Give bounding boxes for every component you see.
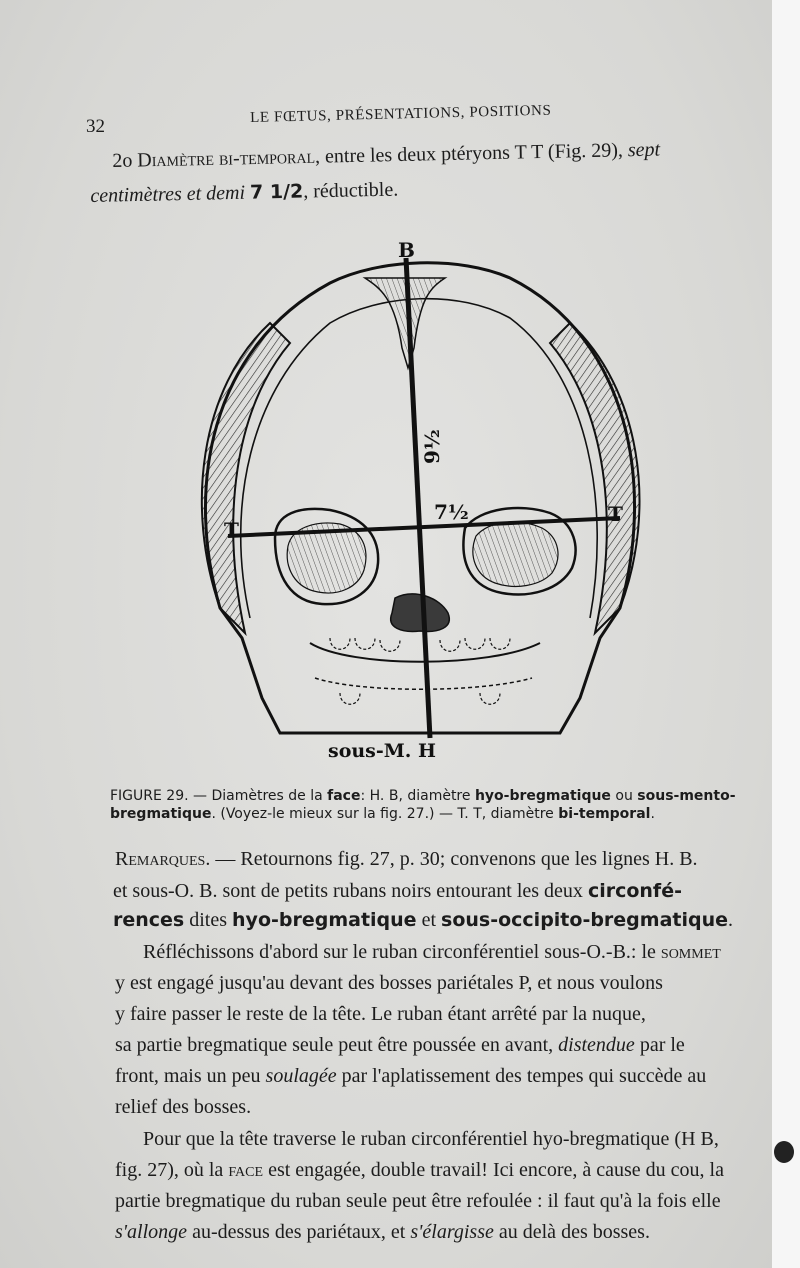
intro-line-2: centimètres et demi 7 1/2, réductible.	[90, 178, 399, 207]
label-7-half: 7½	[434, 500, 469, 524]
running-head: LE FŒTUS, PRÉSENTATIONS, POSITIONS	[250, 102, 552, 126]
page-number: 32	[86, 116, 105, 137]
body-line-7: sa partie bregmatique seule peut être poussée en avant, distendue par le	[115, 1034, 685, 1056]
page-edge	[772, 0, 800, 1268]
caption-line-1: FIGURE 29. — Diamètres de la face: H. B, diamètre hyo-bregmatique ou sous-mento-	[110, 788, 736, 804]
body-line-9: relief des bosses.	[115, 1096, 252, 1118]
caption-line-2: bregmatique. (Voyez-le mieux sur la fig. 27.) — T. T, diamètre bi-temporal.	[110, 806, 655, 822]
body-line-2: et sous-O. B. sont de petits rubans noirs entourant les deux circonfé-	[113, 880, 682, 902]
label-sous-m-h: sous-M. H	[328, 740, 436, 762]
label-t-left: T	[224, 518, 239, 542]
label-b: B	[398, 238, 415, 262]
body-line-5: y est engagé jusqu'au devant des bosses pariétales P, et nous voulons	[115, 972, 663, 994]
body-line-11: fig. 27), où la face est engagée, double travail! Ici encore, à cause du cou, la	[115, 1159, 724, 1181]
figure-caption	[110, 787, 736, 823]
body-line-10: Pour que la tête traverse le ruban circonférentiel hyo-bregmatique (H B,	[143, 1128, 719, 1150]
body-line-4: Réfléchissons d'abord sur le ruban circonférentiel sous-O.-B.: le sommet	[143, 941, 721, 963]
body-line-8: front, mais un peu soulagée par l'aplatissement des tempes qui succède au	[115, 1065, 707, 1087]
body-line-13: s'allonge au-dessus des pariétaux, et s'élargisse au delà des bosses.	[115, 1221, 650, 1243]
skull-drawing	[180, 238, 660, 768]
label-9-half: 9½	[420, 429, 444, 464]
skull-figure	[180, 238, 660, 768]
body-line-6: y faire passer le reste de la tête. Le ruban étant arrêté par la nuque,	[115, 1003, 646, 1025]
body-line-12: partie bregmatique du ruban seule peut être refoulée : il faut qu'à la fois elle	[115, 1190, 721, 1212]
label-t-right: T	[608, 502, 623, 526]
body-line-1: Remarques. — Retournons fig. 27, p. 30; convenons que les lignes H. B.	[115, 848, 698, 870]
intro-line-1: 2o Diamètre bi-temporal, entre les deux ptéryons T T (Fig. 29), sept	[112, 138, 661, 172]
body-line-3: rences dites hyo-bregmatique et sous-occipito-bregmatique.	[113, 909, 734, 931]
ink-smudge	[774, 1141, 794, 1163]
